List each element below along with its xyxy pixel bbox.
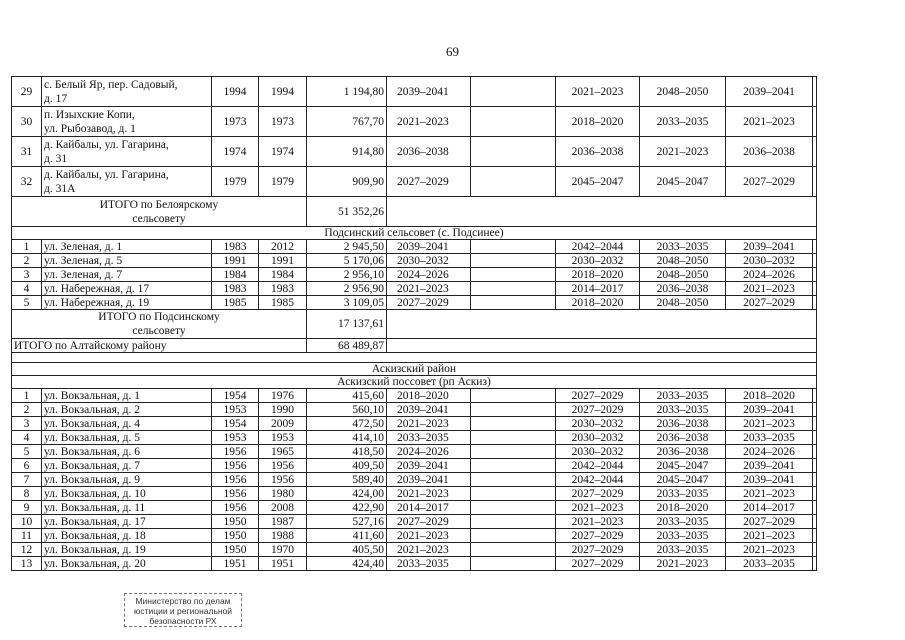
year-commissioned: 1965 [259, 445, 307, 459]
period-cell-p2 [471, 254, 556, 268]
year-commissioned: 1953 [259, 431, 307, 445]
subtotal-row [12, 310, 817, 339]
area-value: 2 945,50 [307, 240, 387, 254]
empty-cell [12, 353, 817, 363]
spacer-cell [813, 529, 817, 543]
table-row [12, 137, 817, 167]
year-commissioned: 1976 [259, 389, 307, 403]
period-cell-p1: 2036–2038 [387, 137, 471, 167]
period-cell-p2 [471, 487, 556, 501]
period-cell-p5: 2024–2026 [726, 445, 813, 459]
table-row [12, 431, 817, 445]
year-commissioned: 1985 [259, 296, 307, 310]
year-built: 1956 [212, 501, 259, 515]
period-cell-p4: 2048–2050 [640, 77, 726, 107]
period-cell-p5: 2018–2020 [726, 389, 813, 403]
period-cell-p4: 2045–2047 [640, 167, 726, 197]
period-cell-p3: 2036–2038 [556, 137, 640, 167]
period-cell-p4: 2033–2035 [640, 389, 726, 403]
period-cell-p4: 2036–2038 [640, 282, 726, 296]
year-commissioned: 1991 [259, 254, 307, 268]
period-cell-p3: 2021–2023 [556, 501, 640, 515]
year-commissioned: 1983 [259, 282, 307, 296]
period-cell-p5: 2021–2023 [726, 487, 813, 501]
spacer-cell [813, 473, 817, 487]
area-value: 527,16 [307, 515, 387, 529]
period-cell-p2 [471, 417, 556, 431]
spacer-cell [813, 557, 817, 571]
period-cell-p2 [471, 543, 556, 557]
subtotal-value: 51 352,26 [307, 197, 387, 227]
period-cell-p3: 2014–2017 [556, 282, 640, 296]
address-cell: ул. Вокзальная, д. 18 [42, 529, 212, 543]
year-built: 1985 [212, 296, 259, 310]
address-cell: ул. Вокзальная, д. 19 [42, 543, 212, 557]
address-cell: п. Изыхские Копи, ул. Рыбозавод, д. 1 [42, 107, 212, 137]
period-cell-p1: 2039–2041 [387, 77, 471, 107]
period-cell-p2 [471, 403, 556, 417]
period-cell-p2 [471, 473, 556, 487]
period-cell-p3: 2027–2029 [556, 389, 640, 403]
year-built: 1953 [212, 431, 259, 445]
page-number: 69 [446, 44, 459, 59]
row-number: 31 [12, 137, 42, 167]
area-value: 5 170,06 [307, 254, 387, 268]
year-built: 1983 [212, 240, 259, 254]
table-row [12, 557, 817, 571]
row-number: 4 [12, 282, 42, 296]
period-cell-p2 [471, 389, 556, 403]
empty-cell [387, 197, 817, 227]
period-cell-p3: 2021–2023 [556, 77, 640, 107]
period-cell-p5: 2039–2041 [726, 240, 813, 254]
area-value: 424,40 [307, 557, 387, 571]
spacer-cell [813, 515, 817, 529]
address-cell: ул. Вокзальная, д. 17 [42, 515, 212, 529]
year-built: 1950 [212, 515, 259, 529]
year-commissioned: 1980 [259, 487, 307, 501]
table-row [12, 459, 817, 473]
spacer-cell [813, 417, 817, 431]
area-value: 424,00 [307, 487, 387, 501]
period-cell-p3: 2042–2044 [556, 459, 640, 473]
period-cell-p3: 2042–2044 [556, 473, 640, 487]
period-cell-p3: 2030–2032 [556, 431, 640, 445]
period-cell-p4: 2045–2047 [640, 459, 726, 473]
year-commissioned: 1988 [259, 529, 307, 543]
year-commissioned: 2009 [259, 417, 307, 431]
area-value: 2 956,90 [307, 282, 387, 296]
year-built: 1979 [212, 167, 259, 197]
area-value: 418,50 [307, 445, 387, 459]
period-cell-p1: 2021–2023 [387, 417, 471, 431]
area-value: 414,10 [307, 431, 387, 445]
period-cell-p1: 2033–2035 [387, 557, 471, 571]
period-cell-p3: 2021–2023 [556, 515, 640, 529]
year-commissioned: 1987 [259, 515, 307, 529]
empty-cell [387, 310, 817, 339]
period-cell-p1: 2027–2029 [387, 296, 471, 310]
period-cell-p2 [471, 529, 556, 543]
area-value: 1 194,80 [307, 77, 387, 107]
row-number: 32 [12, 167, 42, 197]
period-cell-p4: 2033–2035 [640, 529, 726, 543]
period-cell-p4: 2033–2035 [640, 543, 726, 557]
period-cell-p5: 2024–2026 [726, 268, 813, 282]
period-cell-p4: 2045–2047 [640, 473, 726, 487]
area-value: 405,50 [307, 543, 387, 557]
year-built: 1954 [212, 417, 259, 431]
period-cell-p1: 2039–2041 [387, 240, 471, 254]
period-cell-p4: 2021–2023 [640, 137, 726, 167]
area-value: 415,60 [307, 389, 387, 403]
period-cell-p2 [471, 431, 556, 445]
row-number: 5 [12, 296, 42, 310]
period-cell-p2 [471, 282, 556, 296]
year-built: 1983 [212, 282, 259, 296]
address-cell: ул. Набережная, д. 19 [42, 296, 212, 310]
period-cell-p5: 2014–2017 [726, 501, 813, 515]
period-cell-p1: 2030–2032 [387, 254, 471, 268]
table-row [12, 254, 817, 268]
year-commissioned: 1974 [259, 137, 307, 167]
year-commissioned: 2008 [259, 501, 307, 515]
period-cell-p1: 2018–2020 [387, 389, 471, 403]
address-cell: ул. Вокзальная, д. 10 [42, 487, 212, 501]
address-cell: ул. Вокзальная, д. 2 [42, 403, 212, 417]
year-commissioned: 2012 [259, 240, 307, 254]
area-value: 411,60 [307, 529, 387, 543]
table-row [12, 107, 817, 137]
period-cell-p5: 2039–2041 [726, 77, 813, 107]
row-number: 2 [12, 403, 42, 417]
period-cell-p4: 2021–2023 [640, 557, 726, 571]
period-cell-p3: 2018–2020 [556, 296, 640, 310]
year-built: 1973 [212, 107, 259, 137]
period-cell-p1: 2021–2023 [387, 543, 471, 557]
spacer-cell [813, 254, 817, 268]
year-built: 1956 [212, 459, 259, 473]
period-cell-p4: 2036–2038 [640, 431, 726, 445]
row-number: 4 [12, 431, 42, 445]
table-row [12, 296, 817, 310]
address-cell: ул. Зеленая, д. 1 [42, 240, 212, 254]
row-number: 3 [12, 417, 42, 431]
period-cell-p5: 2033–2035 [726, 431, 813, 445]
subtotal-label: ИТОГО по Подсинскому сельсовету [12, 310, 307, 339]
year-commissioned: 1990 [259, 403, 307, 417]
year-built: 1950 [212, 529, 259, 543]
period-cell-p5: 2039–2041 [726, 459, 813, 473]
row-number: 13 [12, 557, 42, 571]
period-cell-p2 [471, 240, 556, 254]
period-cell-p3: 2027–2029 [556, 487, 640, 501]
period-cell-p1: 2014–2017 [387, 501, 471, 515]
spacer-cell [813, 107, 817, 137]
year-built: 1994 [212, 77, 259, 107]
period-cell-p4: 2033–2035 [640, 240, 726, 254]
table-row [12, 543, 817, 557]
table-row [12, 240, 817, 254]
period-cell-p3: 2042–2044 [556, 240, 640, 254]
period-cell-p4: 2033–2035 [640, 403, 726, 417]
year-built: 1950 [212, 543, 259, 557]
spacer-cell [813, 501, 817, 515]
spacer-cell [813, 268, 817, 282]
spacer-cell [813, 403, 817, 417]
subtotal-label: ИТОГО по Белоярскому сельсовету [12, 197, 307, 227]
district-total-row [12, 339, 817, 353]
period-cell-p5: 2027–2029 [726, 515, 813, 529]
period-cell-p5: 2033–2035 [726, 557, 813, 571]
period-cell-p1: 2039–2041 [387, 473, 471, 487]
period-cell-p3: 2027–2029 [556, 557, 640, 571]
period-cell-p5: 2027–2029 [726, 167, 813, 197]
period-cell-p3: 2045–2047 [556, 167, 640, 197]
area-value: 589,40 [307, 473, 387, 487]
row-number: 11 [12, 529, 42, 543]
section-heading-askiz: Аскизский поссовет (рп Аскиз) [12, 376, 817, 389]
table-row [12, 282, 817, 296]
section-heading-podsinsky: Подсинский сельсовет (с. Подсинее) [12, 227, 817, 240]
row-number: 5 [12, 445, 42, 459]
period-cell-p2 [471, 515, 556, 529]
address-cell: ул. Вокзальная, д. 6 [42, 445, 212, 459]
period-cell-p3: 2027–2029 [556, 529, 640, 543]
district-total-label: ИТОГО по Алтайскому району [12, 339, 307, 353]
period-cell-p1: 2021–2023 [387, 282, 471, 296]
year-commissioned: 1973 [259, 107, 307, 137]
period-cell-p4: 2036–2038 [640, 417, 726, 431]
address-cell: ул. Вокзальная, д. 20 [42, 557, 212, 571]
spacer-cell [813, 543, 817, 557]
year-built: 1951 [212, 557, 259, 571]
spacer-cell [813, 282, 817, 296]
year-built: 1956 [212, 487, 259, 501]
period-cell-p1: 2024–2026 [387, 445, 471, 459]
year-commissioned: 1970 [259, 543, 307, 557]
year-built: 1956 [212, 445, 259, 459]
period-cell-p4: 2033–2035 [640, 107, 726, 137]
year-built: 1954 [212, 389, 259, 403]
address-cell: ул. Вокзальная, д. 7 [42, 459, 212, 473]
row-number: 12 [12, 543, 42, 557]
subtotal-row [12, 197, 817, 227]
period-cell-p2 [471, 459, 556, 473]
period-cell-p1: 2033–2035 [387, 431, 471, 445]
period-cell-p2 [471, 167, 556, 197]
row-number: 10 [12, 515, 42, 529]
period-cell-p2 [471, 557, 556, 571]
address-cell: с. Белый Яр, пер. Садовый, д. 17 [42, 77, 212, 107]
period-cell-p1: 2021–2023 [387, 529, 471, 543]
year-commissioned: 1956 [259, 473, 307, 487]
table-row [12, 445, 817, 459]
period-cell-p3: 2027–2029 [556, 543, 640, 557]
row-number: 1 [12, 389, 42, 403]
spacer-cell [813, 137, 817, 167]
period-cell-p1: 2021–2023 [387, 107, 471, 137]
table-row [12, 487, 817, 501]
address-cell: д. Кайбалы, ул. Гагарина, д. 31А [42, 167, 212, 197]
row-number: 8 [12, 487, 42, 501]
table-row [12, 167, 817, 197]
period-cell-p2 [471, 268, 556, 282]
table-row [12, 473, 817, 487]
row-number: 3 [12, 268, 42, 282]
period-cell-p2 [471, 107, 556, 137]
address-cell: ул. Вокзальная, д. 9 [42, 473, 212, 487]
year-built: 1974 [212, 137, 259, 167]
period-cell-p4: 2033–2035 [640, 487, 726, 501]
year-commissioned: 1984 [259, 268, 307, 282]
period-cell-p5: 2030–2032 [726, 254, 813, 268]
row-number: 2 [12, 254, 42, 268]
district-total-value: 68 489,87 [307, 339, 387, 353]
period-cell-p3: 2018–2020 [556, 107, 640, 137]
address-cell: ул. Зеленая, д. 7 [42, 268, 212, 282]
period-cell-p4: 2018–2020 [640, 501, 726, 515]
table-row [12, 501, 817, 515]
address-cell: д. Кайбалы, ул. Гагарина, д. 31 [42, 137, 212, 167]
area-value: 909,90 [307, 167, 387, 197]
row-number: 1 [12, 240, 42, 254]
period-cell-p2 [471, 77, 556, 107]
table-row [12, 268, 817, 282]
area-value: 914,80 [307, 137, 387, 167]
period-cell-p4: 2048–2050 [640, 254, 726, 268]
area-value: 472,50 [307, 417, 387, 431]
address-cell: ул. Вокзальная, д. 5 [42, 431, 212, 445]
address-cell: ул. Вокзальная, д. 11 [42, 501, 212, 515]
period-cell-p5: 2021–2023 [726, 543, 813, 557]
subtotal-value: 17 137,61 [307, 310, 387, 339]
spacer-cell [813, 459, 817, 473]
period-cell-p5: 2039–2041 [726, 473, 813, 487]
address-cell: ул. Набережная, д. 17 [42, 282, 212, 296]
period-cell-p5: 2036–2038 [726, 137, 813, 167]
period-cell-p2 [471, 296, 556, 310]
address-cell: ул. Вокзальная, д. 1 [42, 389, 212, 403]
year-built: 1953 [212, 403, 259, 417]
period-cell-p2 [471, 445, 556, 459]
period-cell-p1: 2024–2026 [387, 268, 471, 282]
period-cell-p5: 2021–2023 [726, 107, 813, 137]
period-cell-p1: 2027–2029 [387, 167, 471, 197]
spacer-cell [813, 77, 817, 107]
year-built: 1956 [212, 473, 259, 487]
spacer-cell [813, 431, 817, 445]
period-cell-p4: 2036–2038 [640, 445, 726, 459]
period-cell-p4: 2048–2050 [640, 268, 726, 282]
row-number: 7 [12, 473, 42, 487]
table-row [12, 417, 817, 431]
period-cell-p1: 2021–2023 [387, 487, 471, 501]
spacer-cell [813, 240, 817, 254]
district-heading-askiz: Аскизский район [12, 363, 817, 376]
row-number: 30 [12, 107, 42, 137]
area-value: 560,10 [307, 403, 387, 417]
period-cell-p3: 2030–2032 [556, 254, 640, 268]
period-cell-p3: 2018–2020 [556, 268, 640, 282]
table-row [12, 403, 817, 417]
spacer-cell [813, 487, 817, 501]
period-cell-p5: 2027–2029 [726, 296, 813, 310]
period-cell-p1: 2027–2029 [387, 515, 471, 529]
table-row [12, 529, 817, 543]
housing-repair-table [11, 76, 817, 571]
period-cell-p5: 2021–2023 [726, 417, 813, 431]
year-built: 1991 [212, 254, 259, 268]
row-number: 29 [12, 77, 42, 107]
registry-stamp: Министерство по делам юстиции и региональной безопасности РХ [124, 593, 242, 627]
table-row [12, 515, 817, 529]
area-value: 3 109,05 [307, 296, 387, 310]
period-cell-p1: 2039–2041 [387, 459, 471, 473]
year-commissioned: 1951 [259, 557, 307, 571]
period-cell-p4: 2048–2050 [640, 296, 726, 310]
period-cell-p3: 2030–2032 [556, 417, 640, 431]
period-cell-p5: 2021–2023 [726, 282, 813, 296]
spacer-cell [813, 389, 817, 403]
area-value: 409,50 [307, 459, 387, 473]
spacer-cell [813, 167, 817, 197]
period-cell-p3: 2030–2032 [556, 445, 640, 459]
empty-cell [387, 339, 817, 353]
period-cell-p5: 2021–2023 [726, 529, 813, 543]
period-cell-p1: 2039–2041 [387, 403, 471, 417]
row-number: 9 [12, 501, 42, 515]
address-cell: ул. Вокзальная, д. 4 [42, 417, 212, 431]
table-row [12, 77, 817, 107]
area-value: 422,90 [307, 501, 387, 515]
period-cell-p3: 2027–2029 [556, 403, 640, 417]
area-value: 767,70 [307, 107, 387, 137]
spacer-cell [813, 296, 817, 310]
period-cell-p2 [471, 501, 556, 515]
period-cell-p5: 2039–2041 [726, 403, 813, 417]
year-built: 1984 [212, 268, 259, 282]
period-cell-p2 [471, 137, 556, 167]
year-commissioned: 1956 [259, 459, 307, 473]
table-row [12, 389, 817, 403]
area-value: 2 956,10 [307, 268, 387, 282]
address-cell: ул. Зеленая, д. 5 [42, 254, 212, 268]
year-commissioned: 1979 [259, 167, 307, 197]
row-number: 6 [12, 459, 42, 473]
period-cell-p4: 2033–2035 [640, 515, 726, 529]
year-commissioned: 1994 [259, 77, 307, 107]
spacer-cell [813, 445, 817, 459]
